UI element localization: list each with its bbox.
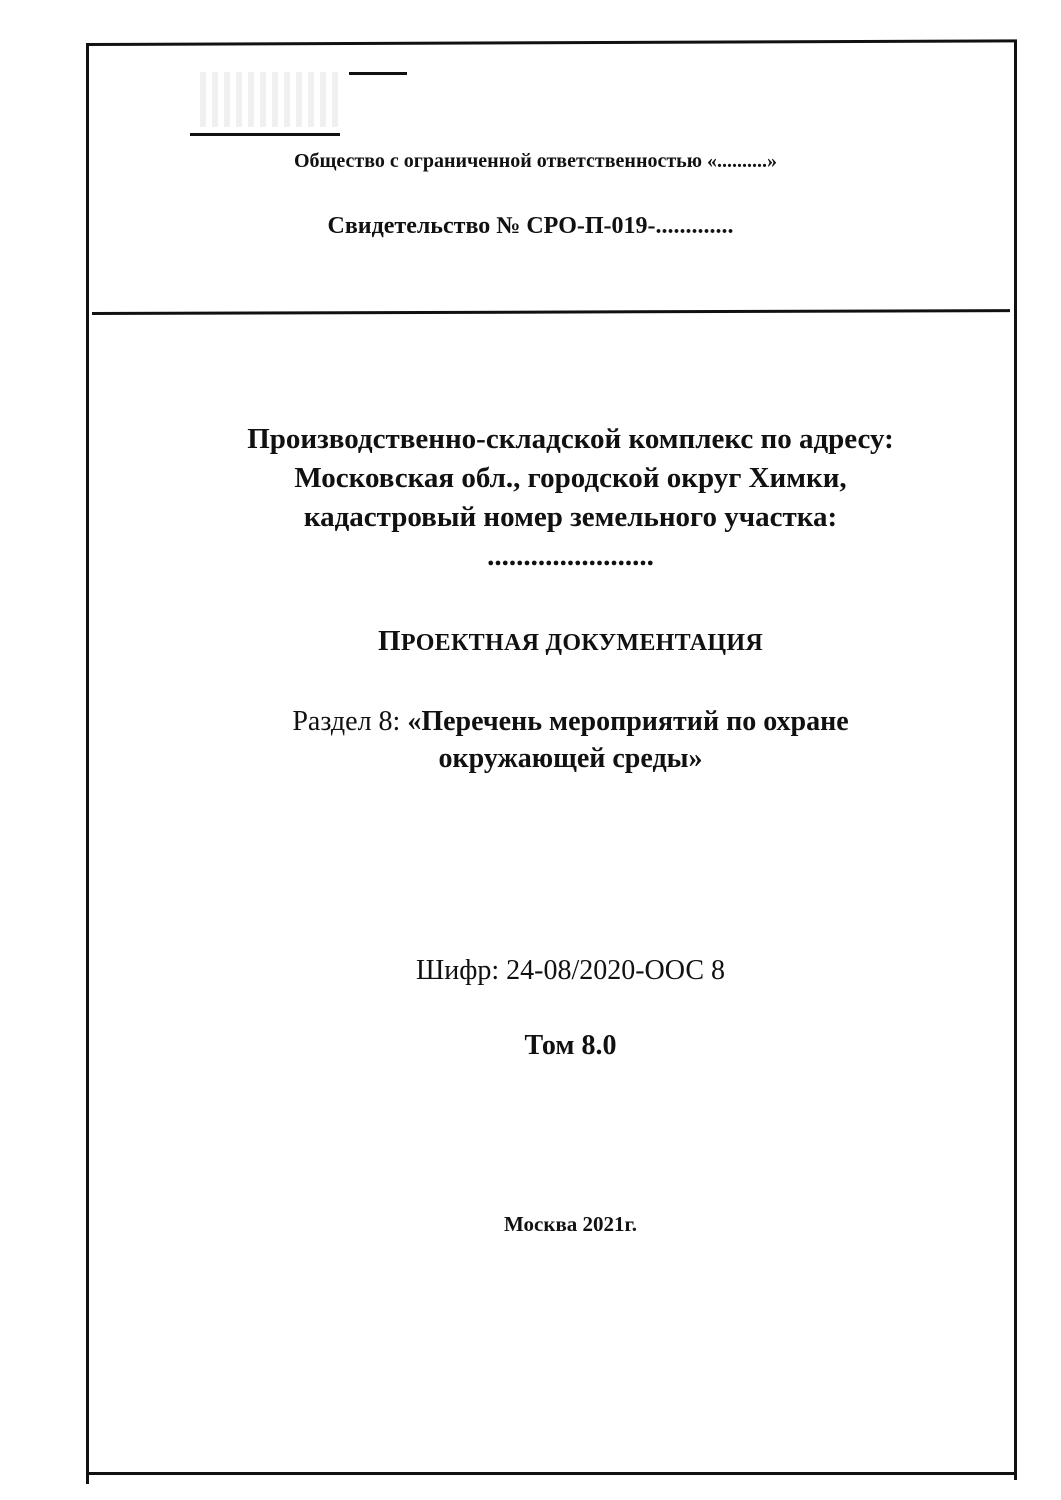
document-type-rest: РОЕКТНАЯ ДОКУМЕНТАЦИЯ	[400, 630, 763, 656]
city-year: Москва 2021г.	[504, 1212, 637, 1236]
section-title	[0, 703, 1061, 777]
section-prefix: Раздел 8:	[292, 706, 408, 737]
document-type	[0, 625, 1061, 658]
stamp-line-short	[349, 72, 407, 75]
object-title-line-4: .......................	[487, 540, 654, 572]
organization-name: Общество с ограниченной ответственностью «..........»	[293, 150, 778, 172]
document-type-initial: П	[378, 625, 401, 657]
object-title-line-3: кадастровый номер земельного участка:	[303, 501, 838, 533]
frame-bottom-border	[86, 1472, 1017, 1475]
volume-number: Том 8.0	[524, 1030, 617, 1061]
object-title	[0, 420, 1061, 576]
faded-stamp-mark	[200, 72, 340, 127]
stamp-line-long	[190, 133, 340, 136]
object-title-line-2: Московская обл., городской округ Химки,	[294, 462, 847, 494]
object-title-line-1: Производственно-складской комплекс по адресу:	[247, 423, 894, 455]
section-title-line-2: окружающей среды»	[438, 743, 703, 774]
frame-top-border	[86, 39, 1017, 46]
certificate-number: Свидетельство № СРО-П-019-.............	[327, 213, 734, 239]
section-title-line-1: «Перечень мероприятий по охране	[407, 706, 849, 737]
document-cipher: Шифр: 24-08/2020-ООС 8	[415, 955, 726, 986]
header-divider	[92, 309, 1010, 315]
